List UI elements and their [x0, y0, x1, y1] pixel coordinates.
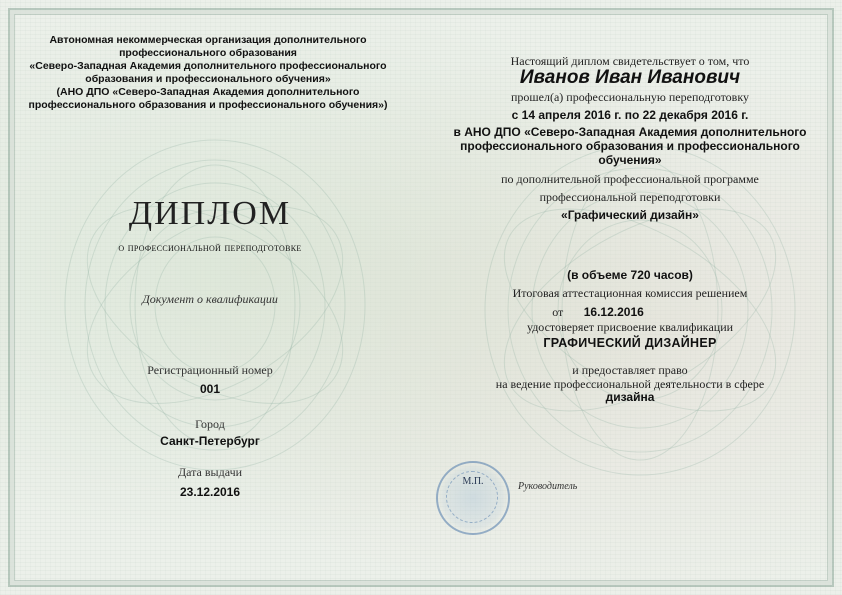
org-line: «Северо-Западная Академия дополнительного профессионального: [29, 60, 387, 72]
org-line: профессионального образования и профессионального: [460, 139, 800, 153]
head-signature-label: Руководитель: [518, 481, 578, 492]
intro-text: Настоящий диплом свидетельствует о том, что: [510, 54, 750, 68]
qualification-text: удостоверяет присвоение квалификации: [526, 320, 734, 334]
registration-label: Регистрационный номер: [147, 363, 273, 377]
decision-date-row: [440, 303, 820, 321]
from-label: от: [552, 305, 564, 319]
left-organization-block: [18, 34, 398, 112]
diploma-subtitle: о профессиональной переподготовке: [118, 240, 302, 254]
official-seal: [436, 461, 510, 535]
professional-field: дизайна: [605, 390, 655, 404]
graduate-name: Иванов Иван Иванович: [519, 67, 741, 88]
document-type: Документ о квалификации: [142, 292, 278, 306]
org-line: профессионального образования: [119, 47, 297, 59]
rights-line-1: и предоставляет право: [572, 363, 688, 377]
city-value: Санкт-Петербург: [160, 434, 260, 448]
city-label: Город: [195, 417, 225, 431]
issue-date-value: 23.12.2016: [179, 485, 241, 499]
qualification-value: ГРАФИЧЕСКИЙ ДИЗАЙНЕР: [543, 336, 717, 350]
passed-text: прошел(а) профессиональную переподготовку: [510, 90, 750, 104]
registration-number: 001: [199, 382, 221, 396]
issue-date-label: Дата выдачи: [177, 465, 243, 479]
study-period: с 14 апреля 2016 г. по 22 декабря 2016 г.: [511, 108, 749, 122]
seal-text: М.П.: [462, 476, 484, 487]
decision-date: 16.12.2016: [583, 305, 644, 319]
program-line-2: профессиональной переподготовки: [539, 190, 721, 204]
diploma-title: ДИПЛОМ: [128, 195, 292, 232]
right-organization-block: [440, 125, 820, 167]
program-hours: (в объеме 720 часов): [567, 268, 693, 282]
org-line: обучения»: [598, 153, 662, 167]
program-name: «Графический дизайн»: [561, 208, 699, 222]
rights-line-2: на ведение профессиональной деятельности в сфере: [495, 377, 765, 391]
program-line-1: по дополнительной профессиональной программе: [501, 172, 759, 186]
commission-text: Итоговая аттестационная комиссия решением: [512, 286, 748, 300]
org-line: Автономная некоммерческая организация дополнительного: [49, 34, 367, 46]
org-line: профессионального образования и профессионального обучения»): [28, 99, 388, 111]
org-line: образования и профессионального обучения»: [85, 73, 331, 85]
org-line: в АНО ДПО «Северо-Западная Академия дополнительного: [453, 125, 807, 139]
org-line: (АНО ДПО «Северо-Западная Академия дополнительного: [56, 86, 360, 98]
